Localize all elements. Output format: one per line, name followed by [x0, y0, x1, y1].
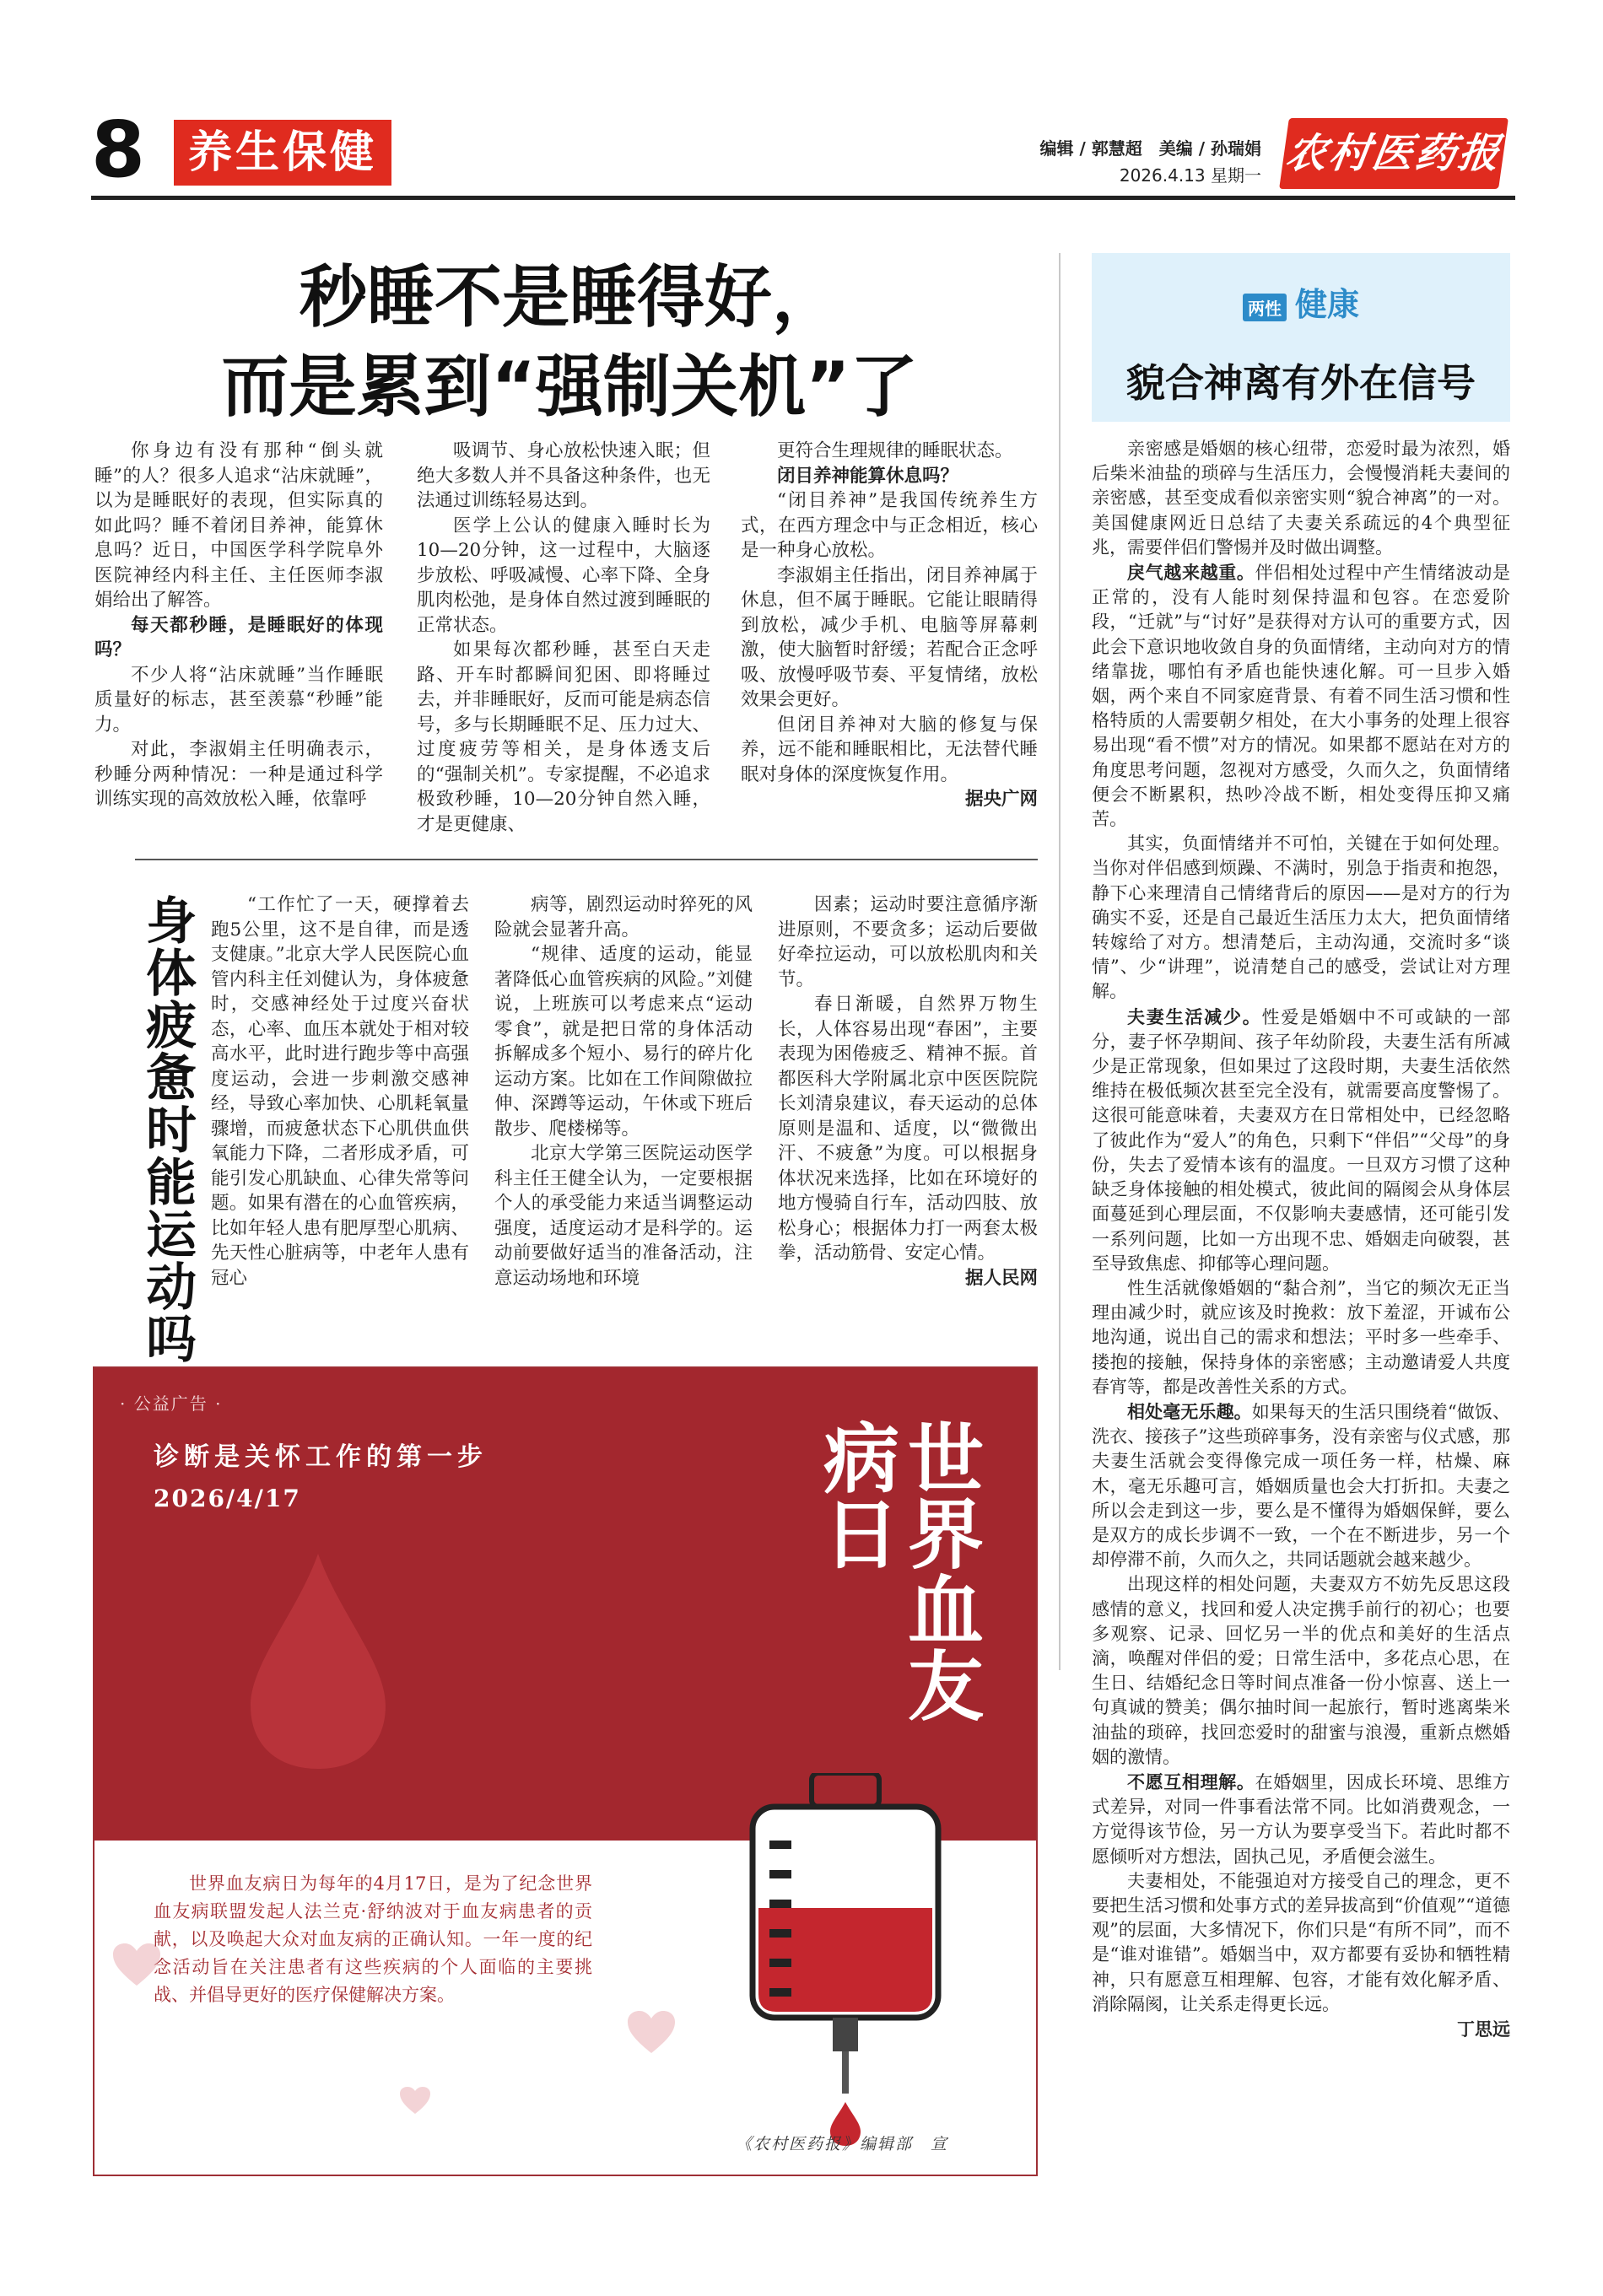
- headline-line2: 而是累到“强制关机”了: [221, 348, 918, 426]
- editor-credits: [1040, 135, 1261, 189]
- tag-badge: 两性: [1243, 294, 1287, 321]
- blood-drop-icon: [238, 1545, 398, 1773]
- paragraph: [1092, 560, 1510, 832]
- heart-icon: [398, 2085, 432, 2115]
- paragraph: 春日渐暖，自然界万物生长，人体容易出现“春困”，主要表现为困倦疲乏、精神不振。首都医科大学附属北京中医医院院长刘清泉建议，春天运动的总体原则是温和、适度，以“微微出汗、不疲惫”为度。可以根据身体状况来选择，比如在环境好的地方慢骑自行车，活动四肢、放松身心；根据体力打一两套太极拳，活动筋骨、安定心情。: [778, 994, 1038, 1264]
- paragraph: [1092, 1399, 1510, 1572]
- paragraph: 其实，负面情绪并不可怕，关键在于如何处理。当你对伴侣感到烦躁、不满时，别急于指责和抱怨，静下心来理清自己情绪背后的原因——是对方的行为确实不妥，还是自己最近生活压力太大，把负面情绪转嫁给了对方。想清楚后，主动沟通，交流时多“谈情”、少“讲理”，说清楚自己的感受，尝试让对方理解。: [1092, 833, 1510, 1002]
- paragraph: 你身边有没有那种“倒头就睡”的人？很多人追求“沾床就睡”，以为是睡眠好的表现，但实际真的如此吗？睡不着闭目养神，能算休息吗？近日，中国医学科学院阜外医院神经内科主任、主任医师李淑娟给出了解答。: [94, 440, 383, 611]
- paragraph-text: 如果每天的生活只围绕着“做饭、洗衣、接孩子”这些琐碎事务，没有亲密与仪式感，那夫妻生活就会变得像完成一项任务一样，枯燥、麻木，毫无乐趣可言，婚姻质量也会大打折扣。夫妻之所以会走到这一步，要么是不懂得为婚姻保鲜，要么是双方的成长步调不一致，一个在不断进步，另一个却停滞不前，久而久之，共同话题就会越来越少。: [1092, 1401, 1510, 1571]
- ad-title: 世界血友病日: [810, 1419, 983, 1722]
- ad-date: 2026/4/17: [154, 1485, 301, 1512]
- paragraph: 吸调节、身心放松快速入眠；但绝大多数人并不具备这种条件，也无法通过训练轻易达到。: [417, 440, 710, 511]
- article3-body: [1092, 437, 1510, 2041]
- paragraph-text: 伴侣相处过程中产生情绪波动是正常的，没有人能时刻保持温和包容。在恋爱阶段，“迁就”与“讨好”是获得对方认可的重要方式，因此会下意识地收敛自身的负面情绪，主动向对方的情绪靠拢，哪怕有矛盾也能快速化解。可一旦步入婚姻，两个来自不同家庭背景、有着不同生活习惯和性格特质的人需要朝夕相处，在大小事务的处理上很容易出现“看不惯”对方的情况。如果都不愿站在对方的角度思考问题，忽视对方感受，久而久之，负面情绪便会不断累积，热吵冷战不断，相处变得压抑又痛苦。: [1092, 563, 1511, 830]
- paragraph: 因素；运动时要注意循序渐进原则，不要贪多；运动后要做好牵拉运动，可以放松肌肉和关节。: [778, 894, 1038, 990]
- paragraph: “规律、适度的运动，能显著降低心血管疾病的风险。”刘健说，上班族可以考虑来点“运动零食”，就是把日常的身体活动拆解成多个短小、易行的碎片化运动方案。比如在工作间隙做拉伸、深蹲等运动，午休或下班后散步、爬楼梯等。: [494, 944, 753, 1140]
- paragraph-text: 性爱是婚姻中不可或缺的一部分，妻子怀孕期间、孩子年幼阶段，夫妻生活有所减少是正常现象，但如果过了这段时期，夫妻生活依然维持在极低频次甚至完全没有，就需要高度警惕了。这很可能意味着，夫妻双方在日常相处中，已经忽略了彼此作为“爱人”的角色，只剩下“伴侣”“父母”的身份，失去了爱情本该有的温度。一旦双方习惯了这种缺乏身体接触的相处模式，彼此间的隔阂会从身体层面蔓延到心理层面，不仅影响夫妻感情，还可能引发一系列问题，比如一方出现不忠、婚姻走向破裂，甚至导致焦虑、抑郁等心理问题。: [1092, 1006, 1511, 1274]
- paragraph: 更符合生理规律的睡眠状态。: [777, 440, 1013, 461]
- article1-col1: [94, 439, 383, 812]
- section-title: 养生保健: [174, 120, 391, 186]
- article2-title: 身体疲惫时能运动吗: [138, 894, 197, 1365]
- column-divider: [1059, 253, 1061, 1670]
- masthead-logo: 农村医药报: [1279, 118, 1509, 189]
- paragraph-lead: 不愿互相理解。: [1127, 1771, 1255, 1792]
- paragraph: 亲密感是婚姻的核心纽带，恋爱时最为浓烈，婚后柴米油盐的琐碎与生活压力，会慢慢消耗夫妻间的亲密感，甚至变成看似亲密实则“貌合神离”的一对。美国健康网近日总结了夫妻关系疏远的4个典型征兆，需要伴侣们警惕并及时做出调整。: [1092, 439, 1510, 558]
- paragraph: 如果每次都秒睡，甚至白天走路、开车时都瞬间犯困、即将睡过去，并非睡眠好，反而可能是病态信号，多与长期睡眠不足、压力过大、过度疲劳等相关，是身体透支后的“强制关机”。专家提醒，不必追求极致秒睡，10—20分钟自然入睡，才是更健康、: [417, 639, 710, 835]
- paragraph: 但闭目养神对大脑的修复与保养，远不能和睡眠相比，无法替代睡眠对身体的深度恢复作用。: [741, 714, 1038, 785]
- source-credit: 据央广网: [964, 789, 1038, 810]
- article2-col1: [211, 892, 469, 1291]
- header-rule: [91, 196, 1515, 200]
- paragraph: 医学上公认的健康入睡时长为10—20分钟，这一过程中，大脑逐步放松、呼吸减慢、心率下降、全身肌肉松弛，是身体自然过渡到睡眠的正常状态。: [417, 515, 710, 636]
- article3-title: 貌合神离有外在信号: [1126, 360, 1476, 406]
- ad-body: 世界血友病日为每年的4月17日，是为了纪念世界血友病联盟发起人法兰克·舒纳波对于血友病患者的贡献，以及唤起大众对血友病的正确认知。一年一度的纪念活动旨在关注患者有这些疾病的个人面临的主要挑战、并倡导更好的医疗保健解决方案。: [154, 1873, 592, 2005]
- paragraph-lead: 戾气越来越重。: [1127, 562, 1255, 584]
- paragraph: 不少人将“沾床就睡”当作睡眠质量好的标志，甚至羡慕“秒睡”能力。: [94, 664, 383, 736]
- blood-bag-icon: [736, 1773, 955, 2153]
- editors: 编辑 / 郭慧超 美编 / 孙瑞娟: [1039, 138, 1261, 159]
- article1-headline: [101, 253, 1038, 432]
- source-credit: 据人民网: [964, 1267, 1038, 1289]
- public-service-ad: [93, 1366, 1038, 2176]
- ad-footer: 《农村医药报》编辑部 宣: [736, 2135, 949, 2153]
- tag-text: 健康: [1294, 285, 1359, 323]
- article2-col3: [778, 892, 1038, 1291]
- article-divider: [135, 859, 1038, 860]
- headline-line1: 秒睡不是睡得好，: [300, 258, 839, 337]
- paragraph: [1092, 1770, 1510, 1869]
- paragraph: 出现这样的相处问题，夫妻双方不妨先反思这段感情的意义，找回和爱人决定携手前行的初心；也要多观察、记录、回忆另一半的优点和美好的生活点滴，唤醒对伴侣的爱；日常生活中，多花点心思，在生日、结婚纪念日等时间点准备一份小惊喜、送上一句真诚的赞美；偶尔抽时间一起旅行，暂时逃离柴米油盐的琐碎，找回恋爱时的甜蜜与浪漫，重新点燃婚姻的激情。: [1092, 1574, 1510, 1767]
- paragraph-text: 在婚姻里，因成长环境、思维方式差异，对同一件事看法常不同。比如消费观念，一方觉得该节俭，另一方认为要享受当下。若此时都不愿倾听对方想法，固执己见，矛盾便会滋生。: [1092, 1771, 1511, 1867]
- paragraph: 北京大学第三医院运动医学科主任王健全认为，一定要根据个人的承受能力来适当调整运动强度，适度运动才是科学的。运动前要做好适当的准备活动，注意运动场地和环境: [494, 1143, 753, 1289]
- source-credit: 丁思远: [1457, 2018, 1510, 2040]
- paragraph: 性生活就像婚姻的“黏合剂”，当它的频次无正当理由减少时，就应该及时挽救：放下羞涩，开诚布公地沟通，说出自己的需求和想法；平时多一些牵手、搂抱的接触，保持身体的亲密感；主动邀请爱人共度春宵等，都是改善性关系的方式。: [1092, 1277, 1510, 1397]
- paragraph: 对此，李淑娟主任明确表示，秒睡分两种情况：一种是通过科学训练实现的高效放松入睡，依靠呼: [94, 739, 383, 810]
- paragraph: “闭目养神”是我国传统养生方式，在西方理念中与正念相近，核心是一种身心放松。: [741, 490, 1038, 561]
- heart-icon: [626, 2009, 677, 2056]
- paragraph: [1092, 1005, 1510, 1276]
- article3-title-box: [1092, 253, 1510, 422]
- article2-col2: [494, 892, 753, 1291]
- subheading: 每天都秒睡，是睡眠好的体现吗？: [94, 614, 383, 660]
- paragraph: “工作忙了一天，硬撑着去跑5公里，这不是自律，而是透支健康。”北京大学人民医院心血管内科主任刘健认为，身体疲惫时，交感神经处于过度兴奋状态，心率、血压本就处于相对较高水平，此时进行跑步等中高强度运动，会进一步刺激交感神经，导致心率加快、心肌耗氧量骤增，而疲惫状态下心肌供血供氧能力下降，二者形成矛盾，可能引发心肌缺血、心律失常等问题。如果有潜在的心血管疾病，比如年轻人患有肥厚型心肌病、先天性心脏病等，中老年人患有冠心: [211, 894, 469, 1289]
- article1-col2: [417, 439, 710, 837]
- paragraph: 李淑娟主任指出，闭目养神属于休息，但不属于睡眠。它能让眼睛得到放松，减少手机、电脑等屏幕刺激，使大脑暂时舒缓；若配合正念呼吸、放慢呼吸节奏、平复情绪，放松效果会更好。: [741, 564, 1038, 710]
- column-tag: [1092, 278, 1510, 325]
- paragraph: 病等，剧烈运动时猝死的风险就会显著升高。: [494, 894, 753, 940]
- issue-date: 2026.4.13 星期一: [1119, 165, 1261, 186]
- ad-label: · 公益广告 ·: [120, 1393, 223, 1414]
- paragraph: 夫妻相处，不能强迫对方接受自己的理念，更不要把生活习惯和处事方式的差异拔高到“价值观”“道德观”的层面，大多情况下，你们只是“有所不同”，而不是“谁对谁错”。婚姻当中，双方都要有妥协和牺牲精神，只有愿意互相理解、包容，才能有效化解矛盾、消除隔阂，让关系走得更长远。: [1092, 1870, 1510, 2014]
- page-number: 8: [91, 105, 146, 195]
- subheading: 闭目养神能算休息吗？: [777, 465, 959, 487]
- article1-col3: [741, 439, 1038, 812]
- ad-slogan: 诊断是关怀工作的第一步: [154, 1442, 488, 1472]
- paragraph-lead: 夫妻生活减少。: [1127, 1005, 1262, 1027]
- paragraph-lead: 相处毫无乐趣。: [1127, 1400, 1252, 1422]
